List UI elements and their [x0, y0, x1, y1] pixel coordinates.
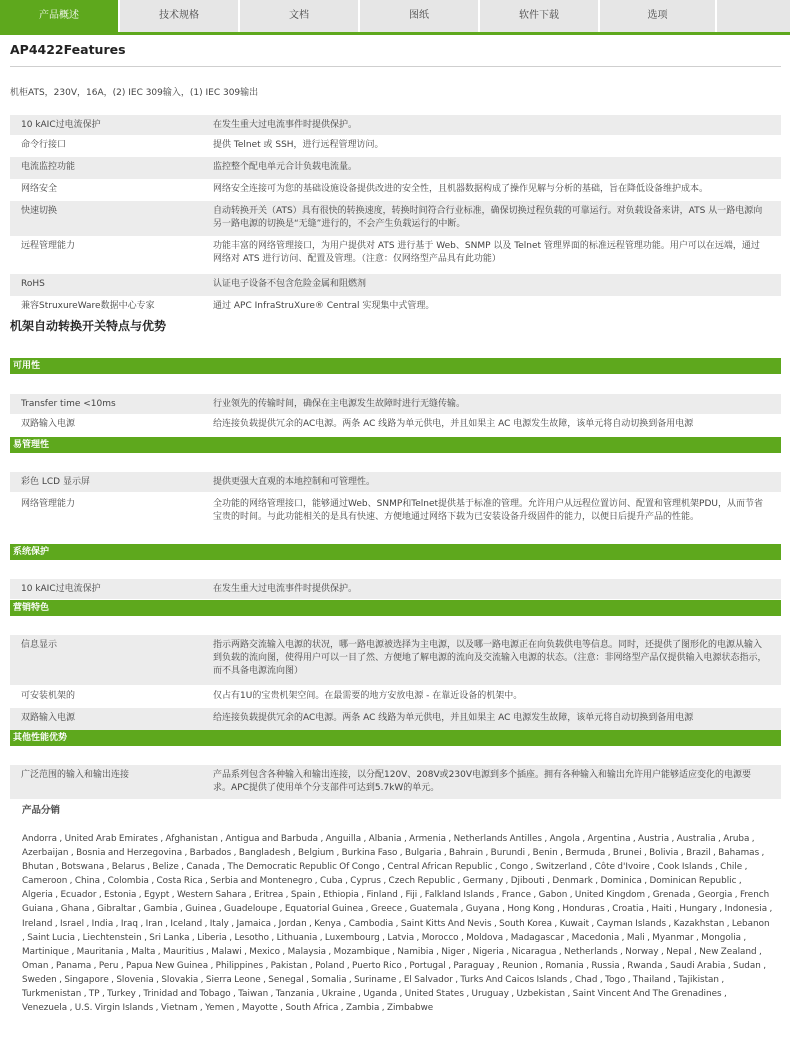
feature-desc: 功能丰富的网络管理接口，为用户提供对 ATS 进行基于 Web、SNMP 以及 Telnet 管理界面的标准远程管理功能。用户可以在远端，通过网络对 ATS 进行访问、配置及管理。（注意：仅网络型产品具有此功能） — [213, 241, 760, 264]
feature-name: Transfer time <10ms — [21, 399, 116, 409]
feature-name: 网络管理能力 — [21, 499, 76, 509]
feature-desc: 网络安全连接可为您的基础设施设备提供改进的安全性，且机器数据构成了操作见解与分析的基础，旨在降低设备维护成本。 — [213, 184, 709, 194]
tab-underline — [0, 32, 790, 35]
feature-row — [10, 414, 781, 436]
feature-desc: 通过 APC InfraStruXure® Central 实现集中式管理。 — [213, 301, 435, 311]
feature-name: 彩色 LCD 显示屏 — [21, 477, 90, 487]
tab-overview[interactable]: 产品概述 — [0, 0, 120, 32]
feature-desc: 认证电子设备不包含危险金属和阻燃剂 — [213, 279, 367, 289]
section-bar-marketing: 营销特色 — [10, 600, 781, 616]
feature-name: 兼容StruxureWare数据中心专家 — [21, 301, 155, 311]
feature-row — [10, 274, 781, 296]
tab-documents[interactable]: 文档 — [240, 0, 360, 32]
tab-bar — [0, 0, 790, 32]
feature-desc: 给连接负载提供冗余的AC电源。两条 AC 线路为单元供电，并且如果主 AC 电源发生故障，该单元将自动切换到备用电源 — [213, 713, 694, 723]
section-bar-other: 其他性能优势 — [10, 730, 781, 746]
feature-name: 广泛范围的输入和输出连接 — [21, 770, 130, 780]
feature-row — [10, 765, 781, 799]
tab-software[interactable]: 软件下载 — [480, 0, 600, 32]
feature-name: 远程管理能力 — [21, 241, 76, 251]
feature-row — [10, 201, 781, 236]
section-bar-availability: 可用性 — [10, 358, 781, 374]
feature-row — [10, 179, 781, 201]
feature-row — [10, 115, 781, 135]
feature-desc: 提供更强大直观的本地控制和可管理性。 — [213, 477, 376, 487]
feature-desc: 行业领先的传输时间，确保在主电源发生故障时进行无缝传输。 — [213, 399, 466, 409]
feature-desc: 给连接负载提供冗余的AC电源。两条 AC 线路为单元供电，并且如果主 AC 电源发生故障，该单元将自动切换到备用电源 — [213, 419, 694, 429]
tab-options[interactable]: 选项 — [600, 0, 717, 32]
feature-row — [10, 472, 781, 492]
page-title: AP4422Features — [10, 42, 126, 57]
feature-name: 网络安全 — [21, 184, 58, 194]
feature-name: 信息显示 — [21, 640, 58, 650]
feature-desc: 全功能的网络管理接口，能够通过Web、SNMP和Telnet提供基于标准的管理。允许用户从远程位置访问、配置和管理机架PDU，从而节省宝贵的时间。与此功能相关的是具有快速、方便地通过网络下载为已安装设备升级固件的能力，以便日后提升产品的性能。 — [213, 499, 763, 522]
feature-desc: 在发生重大过电流事件时提供保护。 — [213, 584, 358, 594]
feature-row — [10, 686, 781, 708]
tab-specs[interactable]: 技术规格 — [120, 0, 240, 32]
feature-name: 命令行接口 — [21, 140, 67, 150]
feature-row — [10, 394, 781, 414]
feature-row — [10, 135, 781, 157]
product-subtitle: 机柜ATS，230V，16A，(2) IEC 309输入，(1) IEC 309输出 — [10, 88, 259, 98]
feature-name: 10 kAIC过电流保护 — [21, 584, 101, 594]
feature-row — [10, 157, 781, 179]
feature-desc: 指示两路交流输入电源的状况，哪一路电源被选择为主电源，以及哪一路电源正在向负载供电等信息。同时，还提供了图形化的电源从输入到负载的流向图，使得用户可以一目了然、方便地了解电源的流向及交流输入电源的状态。（注意：非网络型产品仅提供输入电源状态指示，而不具备电源流向图） — [213, 640, 767, 676]
feature-row — [10, 635, 781, 685]
feature-name: 双路输入电源 — [21, 419, 76, 429]
country-list: Andorra , United Arab Emirates , Afghanistan , Antigua and Barbuda , Anguilla , Albania , Armenia , Netherlands Antilles , Angola , Argentina , Austria , Australia , Aruba , Azerbaijan , Bosnia and Herzegovina , Barbados , Bangladesh , Belgium , Burkina Faso , Bulgaria , Bahrain , Burundi , Benin , Bermuda , Brunei , Bolivia , Brazil , Bahamas , Bhutan , Botswana , Belarus , Belize , Canada , The Democratic Republic Of Congo , Central African Republic , Congo , Switzerland , Côte d'Ivoire , Cook Islands , Chile , Cameroon , China , Colombia , Costa Rica , Serbia and Montenegro , Cuba , Cyprus , Czech Republic , Germany , Djibouti , Denmark , Dominica , Dominican Republic , Algeria , Ecuador , Estonia , Egypt , Western Sahara , Eritrea , Spain , Ethiopia , Finland , Fiji , Falkland Islands , France , Gabon , United Kingdom , Grenada , Georgia , French Guiana , Ghana , Gibraltar , Gambia , Guinea , Guadeloupe , Equatorial Guinea , Greece , Guatemala , Guyana , Hong Kong , Honduras , Croatia , Haiti , Hungary , Indonesia , Ireland , Israel , India , Iraq , Iran , Iceland , Italy , Jamaica , Jordan , Kenya , Cambodia , Saint Kitts And Nevis , South Korea , Kuwait , Cayman Islands , Kazakhstan , Lebanon , Saint Lucia , Liechtenstein , Sri Lanka , Liberia , Lesotho , Lithuania , Luxembourg , Latvia , Morocco , Moldova , Madagascar , Macedonia , Mali , Myanmar , Mongolia , Martinique , Mauritania , Malta , Mauritius , Malawi , Mexico , Malaysia , Mozambique , Namibia , Niger , Nigeria , Nicaragua , Netherlands , Norway , Nepal , New Zealand , Oman , Panama , Peru , Papua New Guinea , Philippines , Pakistan , Poland , Puerto Rico , Portugal , Paraguay , Reunion , Romania , Russia , Rwanda , Saudi Arabia , Sudan , Sweden , Singapore , Slovenia , Slovakia , Sierra Leone , Senegal , Somalia , Suriname , El Salvador , Turks And Caicos Islands , Chad , Togo , Thailand , Tajikistan , Turkmenistan , TP , Turkey , Trinidad and Tobago , Taiwan , Tanzania , Ukraine , Uganda , United States , Uruguay , Uzbekistan , Saint Vincent And The Grenadines , Venezuela , U.S. Virgin Islands , Vietnam , Yemen , Mayotte , South Africa , Zambia , Zimbabwe — [22, 834, 773, 1014]
distribution-title: 产品分销 — [22, 805, 61, 816]
feature-name: RoHS — [21, 279, 45, 289]
feature-name: 10 kAIC过电流保护 — [21, 120, 101, 130]
feature-desc: 在发生重大过电流事件时提供保护。 — [213, 120, 358, 130]
feature-row — [10, 494, 781, 542]
feature-row — [10, 236, 781, 274]
feature-desc: 提供 Telnet 或 SSH，进行远程管理访问。 — [213, 140, 384, 150]
feature-name: 可安装机架的 — [21, 691, 76, 701]
divider — [10, 66, 781, 67]
tab-drawings[interactable]: 图纸 — [360, 0, 480, 32]
section-bar-protection: 系统保护 — [10, 544, 781, 560]
feature-name: 双路输入电源 — [21, 713, 76, 723]
feature-desc: 监控整个配电单元合计负载电流量。 — [213, 162, 358, 172]
feature-desc: 产品系列包含各种输入和输出连接，以分配120V、208V或230V电源到多个插座。拥有各种输入和输出允许用户能够适应变化的电源要求。APC提供了使用单个分支部件可达到5.7kW的单元。 — [213, 770, 752, 793]
feature-desc: 仅占有1U的宝贵机架空间。在最需要的地方安放电源 - 在靠近设备的机架中。 — [213, 691, 523, 701]
feature-desc: 自动转换开关（ATS）具有很快的转换速度，转换时间符合行业标准，确保切换过程负载的可靠运行。对负载设备来讲，ATS 从一路电源向另一路电源的切换是“无缝”进行的，不会产生负载运行的中断。 — [213, 206, 763, 229]
feature-row — [10, 296, 781, 316]
feature-row — [10, 708, 781, 730]
feature-name: 快速切换 — [21, 206, 58, 216]
section-title: 机架自动转换开关特点与优势 — [10, 319, 167, 333]
section-bar-manageability: 易管理性 — [10, 437, 781, 453]
feature-row — [10, 579, 781, 599]
feature-name: 电流监控功能 — [21, 162, 76, 172]
